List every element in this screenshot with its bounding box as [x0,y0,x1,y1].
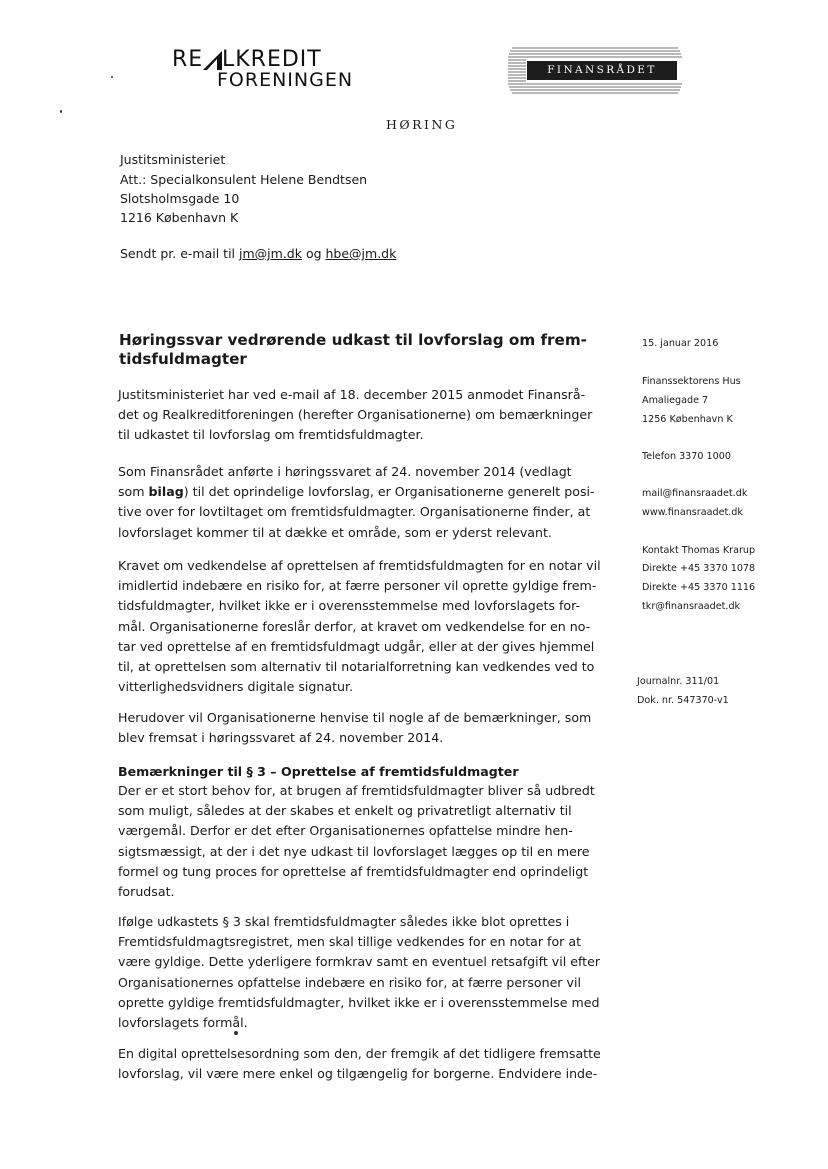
text-line: vitterlighedsvidners digitale signatur. [118,679,354,695]
sidebar-address: 1256 København K [642,414,733,425]
text-line: tar ved oprettelse af en fremtidsfuldmagt udgår, eller at der gives hjemmel [118,638,595,654]
sidebar-doc-number: Dok. nr. 547370-v1 [637,695,729,706]
recipient-line: Justitsministeriet [120,152,226,167]
body-paragraph [118,708,608,748]
logo-text-post: LKREDIT [222,47,322,72]
body-paragraph [118,462,608,543]
text-line: Organisationernes opfattelse indebære en risiko for, at færre personer vil [118,974,581,990]
sidebar-contact-email[interactable]: tkr@finansraadet.dk [642,601,741,612]
logo-triangle-icon [203,51,222,70]
scan-speck [60,110,62,113]
text-line: sigtsmæssigt, at der i det nye udkast til lovforslaget lægges op til en mere [118,843,590,859]
body-paragraph [118,781,608,902]
text-line: mål. Organisationerne foreslår derfor, at kravet om vedkendelse for en no- [118,618,591,634]
text-span: ) til det oprindelige lovforslag, er Organisationerne generelt posi- [183,484,595,500]
sidebar-org: Finanssektorens Hus [642,376,741,387]
text-line: Ifølge udkastets § 3 skal fremtidsfuldmagter således ikke blot oprettes i [118,914,570,929]
text-line: imidlertid indebære en risiko for, at færre personer vil oprette gyldige frem- [118,578,597,594]
text-line: det og Realkreditforeningen (herefter Organisationerne) om bemærkninger [118,407,593,423]
text-line: til, at oprettelsen som alternativ til notarialforretning kan vedkendes ved to [118,659,595,675]
recipient-line: Att.: Specialkonsulent Helene Bendtsen [120,172,368,187]
text-line: værgemål. Derfor er det efter Organisationernes opfattelse mindre hen- [118,823,573,839]
text-line [118,482,608,502]
text-line: tive over for lovtiltaget om fremtidsfuldmagter. Organisationerne finder, at [118,504,591,520]
sidebar-address: Amaliegade 7 [642,395,709,406]
email-link-jm[interactable]: jm@jm.dk [239,246,302,261]
email-link-hbe[interactable]: hbe@jm.dk [325,246,397,261]
text-line: lovforslagets formål. [118,1015,248,1031]
text-line: blev fremsat i høringssvaret af 24. november 2014. [118,730,444,746]
text-line: tidsfuldmagter, hvilket ikke er i overensstemmelse med lovforslagets for- [118,598,581,614]
subject-line: tidsfuldmagter [119,350,247,368]
text-line: Der er et stort behov for, at brugen af fremtidsfuldmagter bliver så udbredt [118,783,595,798]
recipient-line: 1216 København K [120,210,239,225]
body-paragraph [118,1044,608,1084]
section-heading: Bemærkninger til § 3 – Oprettelse af fremtidsfuldmagter [118,764,519,779]
body-paragraph [118,385,608,446]
scan-speck [234,1031,238,1035]
text-line: Fremtidsfuldmagtsregistret, men skal tillige vedkendes for en notar for at [118,934,582,950]
text-line: En digital oprettelsesordning som den, der fremgik af det tidligere fremsatte [118,1046,601,1061]
text-line: Justitsministeriet har ved e-mail af 18. december 2015 anmodet Finansrå- [118,387,586,402]
text-line: Herudover vil Organisationerne henvise til nogle af de bemærkninger, som [118,710,592,725]
text-line: være gyldige. Dette yderligere formkrav samt en eventuel retsafgift vil efter [118,954,601,970]
sidebar-date: 15. januar 2016 [642,338,719,349]
sidebar-phone: Telefon 3370 1000 [642,451,731,462]
subject-line: Høringssvar vedrørende udkast til lovforslag om frem- [119,331,587,349]
logo-text-pre: RE [172,47,204,72]
text-line: Som Finansrådet anførte i høringssvaret af 24. november 2014 (vedlagt [118,464,572,479]
logo-wordmark-line2: FORENINGEN [217,69,354,91]
body-paragraph [118,912,608,1033]
text-line: formel og tung proces for oprettelse af fremtidsfuldmagter end oprindeligt [118,863,589,879]
subject-heading [119,331,619,369]
scan-speck [111,76,113,78]
sidebar-direct: Direkte +45 3370 1078 [642,563,756,574]
sidebar-contact: Kontakt Thomas Krarup [642,545,756,556]
sidebar-direct: Direkte +45 3370 1116 [642,582,756,593]
body-paragraph [118,556,608,697]
text-line: Kravet om vedkendelse af oprettelsen af fremtidsfuldmagten for en notar vil [118,558,601,573]
bold-text: bilag [148,484,184,500]
text-line: oprette gyldige fremtidsfuldmagter, hvilket ikke er i overensstemmelse med [118,994,600,1010]
document-title: HØRING [386,117,458,132]
text-line: forudsat. [118,884,175,900]
recipient-line: Slotsholmsgade 10 [120,191,240,206]
text-line: lovforslaget kommer til at dække et område, som er yderst relevant. [118,524,552,540]
sidebar-email[interactable]: mail@finansraadet.dk [642,488,748,499]
realkreditforeningen-logo [172,47,372,97]
finansraadet-logo [508,46,682,94]
text-span: som [118,484,149,500]
sent-middle: og [301,246,326,261]
sidebar-journal: Journalnr. 311/01 [637,676,720,687]
logo-text: FINANSRÅDET [547,64,657,76]
sidebar-web[interactable]: www.finansraadet.dk [642,507,743,518]
text-line: lovforslag, vil være mere enkel og tilgængelig for borgerne. Endvidere inde- [118,1066,598,1082]
text-line: til udkastet til lovforslag om fremtidsfuldmagter. [118,427,424,443]
text-line: som muligt, således at der skabes et enkelt og privatretligt alternativ til [118,803,572,819]
sent-prefix: Sendt pr. e-mail til [120,246,240,261]
sent-line [120,246,396,261]
